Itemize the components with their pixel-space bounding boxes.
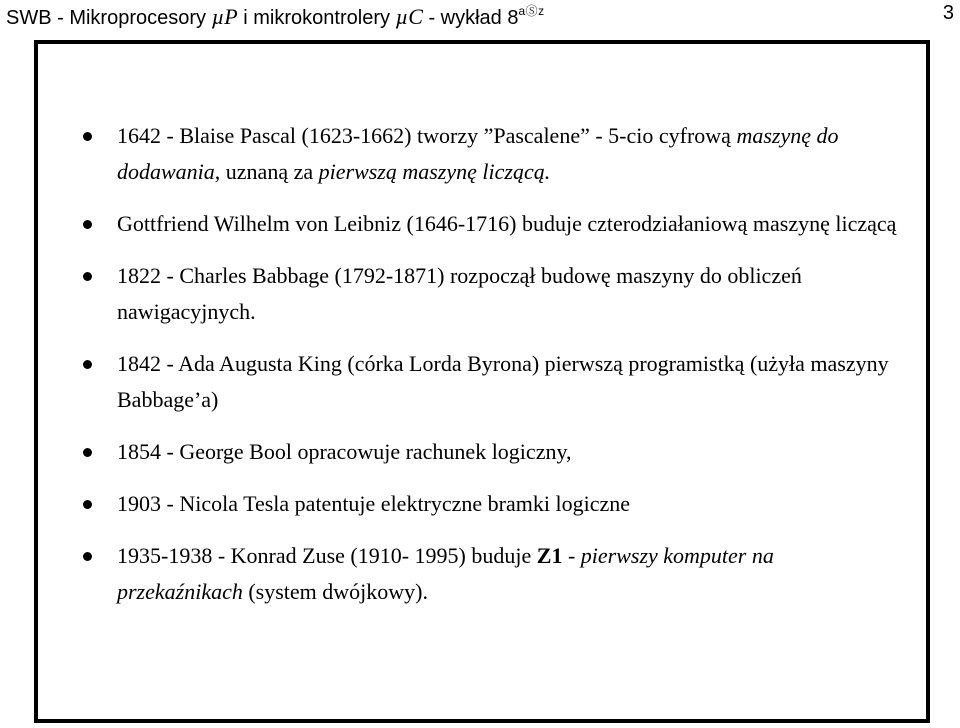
list-item-leibniz: Gottfriend Wilhelm von Leibniz (1646-1716) buduje czterodziałaniową maszynę liczącą <box>80 206 900 242</box>
list-item-babbage: 1822 - Charles Babbage (1792-1871) rozpoczął budowę maszyny do obliczeń nawigacyjnych. <box>80 258 900 330</box>
bullet-icon <box>83 500 92 509</box>
superscript-mark: aⓈz <box>518 4 545 18</box>
bullet-icon <box>83 360 92 369</box>
list-item-pascal: 1642 - Blaise Pascal (1623-1662) tworzy ”Pascalene” - 5-cio cyfrową maszynę do dodawania, uznaną za pierwszą maszynę liczącą. <box>80 118 900 190</box>
list-item-zuse: 1935-1938 - Konrad Zuse (1910- 1995) buduje Z1 - pierwszy komputer na przekaźnikach (system dwójkowy). <box>80 538 900 610</box>
slide-title: SWB - Mikroprocesory µP i mikrokontrolery µC - wykład $8^{aⓈz}$ <box>6 4 545 29</box>
list-item-bool: 1854 - George Bool opracowuje rachunek logiczny, <box>80 434 900 470</box>
mu-c-symbol: µC <box>395 4 423 29</box>
bullet-icon <box>83 132 92 141</box>
list-item-ada: 1842 - Ada Augusta King (córka Lorda Byrona) pierwszą programistką (użyła maszyny Babbage’a) <box>80 346 900 418</box>
bullet-icon <box>83 220 92 229</box>
bullet-icon <box>83 272 92 281</box>
mu-p-symbol: µP <box>211 4 238 29</box>
bullet-icon <box>83 448 92 457</box>
history-list <box>80 118 900 626</box>
bullet-icon <box>83 552 92 561</box>
slide-header <box>6 0 954 34</box>
list-item-tesla: 1903 - Nicola Tesla patentuje elektryczne bramki logiczne <box>80 486 900 522</box>
page-number: 3 <box>942 2 954 24</box>
